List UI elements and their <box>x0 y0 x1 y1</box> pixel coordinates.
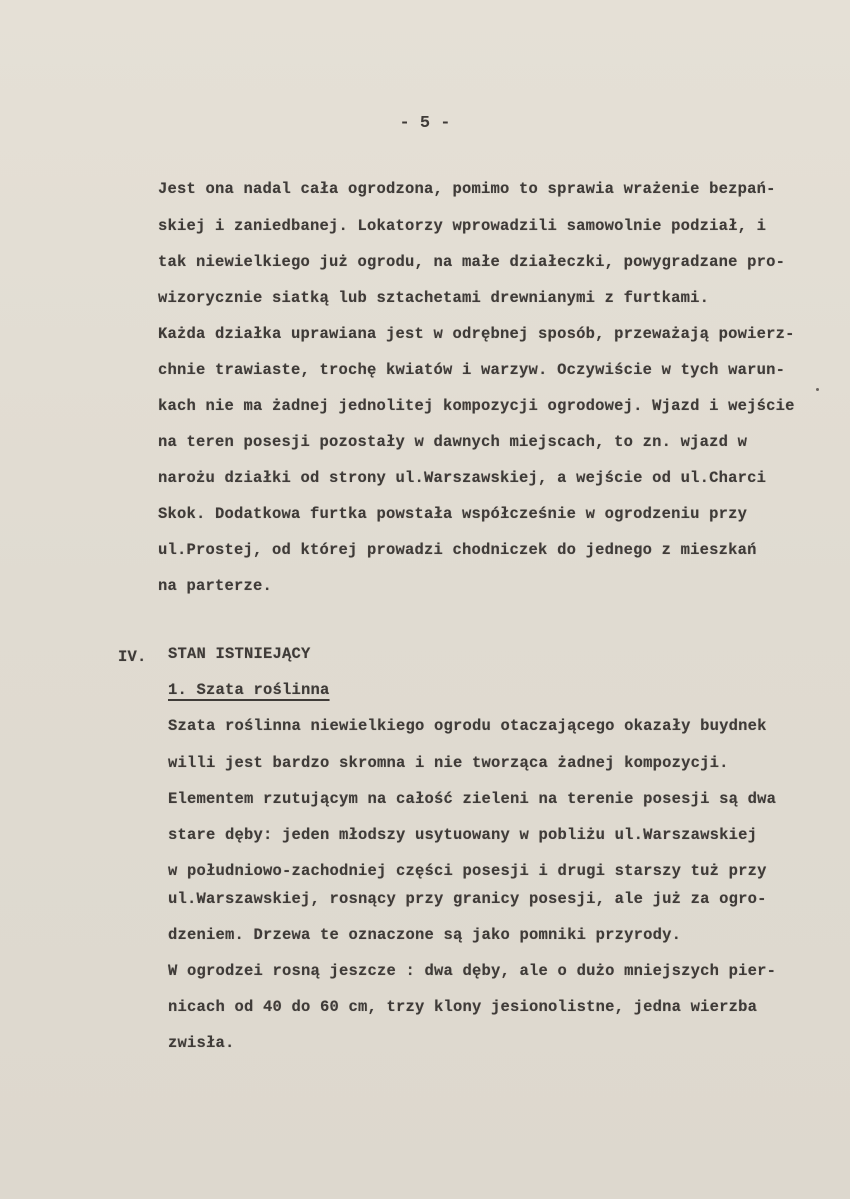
text-line: zwisła. <box>168 1034 235 1052</box>
section-number: IV. <box>118 648 147 666</box>
text-line: tak niewielkiego już ogrodu, na małe działeczki, powygradzane pro- <box>158 253 786 271</box>
text-line: chnie trawiaste, trochę kwiatów i warzyw. Oczywiście w tych warun- <box>158 361 786 379</box>
text-line: na parterze. <box>158 577 273 595</box>
text-line: wizorycznie siatką lub sztachetami drewnianymi z furtkami. <box>158 289 710 307</box>
text-line: ul.Prostej, od której prowadzi chodniczek do jednego z mieszkań <box>158 541 757 559</box>
text-line: Elementem rzutującym na całość zieleni na terenie posesji są dwa <box>168 790 777 808</box>
subsection-title: 1. Szata roślinna <box>168 681 330 699</box>
text-line: W ogrodzei rosną jeszcze : dwa dęby, ale o dużo mniejszych pier- <box>168 962 777 980</box>
text-line: w południowo-zachodniej części posesji i drugi starszy tuż przy <box>168 862 767 880</box>
text-line: skiej i zaniedbanej. Lokatorzy wprowadzili samowolnie podział, i <box>158 217 767 235</box>
section-title: STAN ISTNIEJĄCY <box>168 645 311 663</box>
text-line: willi jest bardzo skromna i nie tworząca żadnej kompozycji. <box>168 754 729 772</box>
paper-speck <box>816 388 819 391</box>
text-line: nicach od 40 do 60 cm, trzy klony jesionolistne, jedna wierzba <box>168 998 758 1016</box>
text-line: Każda działka uprawiana jest w odrębnej sposób, przeważają powierz- <box>158 325 795 343</box>
text-line: narożu działki od strony ul.Warszawskiej, a wejście od ul.Charci <box>158 469 767 487</box>
text-line: na teren posesji pozostały w dawnych miejscach, to zn. wjazd w <box>158 433 748 451</box>
page-number: - 5 - <box>399 114 451 133</box>
text-line: Skok. Dodatkowa furtka powstała współcześnie w ogrodzeniu przy <box>158 505 748 523</box>
text-line: Szata roślinna niewielkiego ogrodu otaczającego okazały buydnek <box>168 717 767 735</box>
text-line: dzeniem. Drzewa te oznaczone są jako pomniki przyrody. <box>168 926 682 944</box>
text-line: stare dęby: jeden młodszy usytuowany w pobliżu ul.Warszawskiej <box>168 826 758 844</box>
text-line: kach nie ma żadnej jednolitej kompozycji ogrodowej. Wjazd i wejście <box>158 397 795 415</box>
text-line: Jest ona nadal cała ogrodzona, pomimo to sprawia wrażenie bezpań- <box>158 180 776 198</box>
text-line: ul.Warszawskiej, rosnący przy granicy posesji, ale już za ogro- <box>168 890 767 908</box>
